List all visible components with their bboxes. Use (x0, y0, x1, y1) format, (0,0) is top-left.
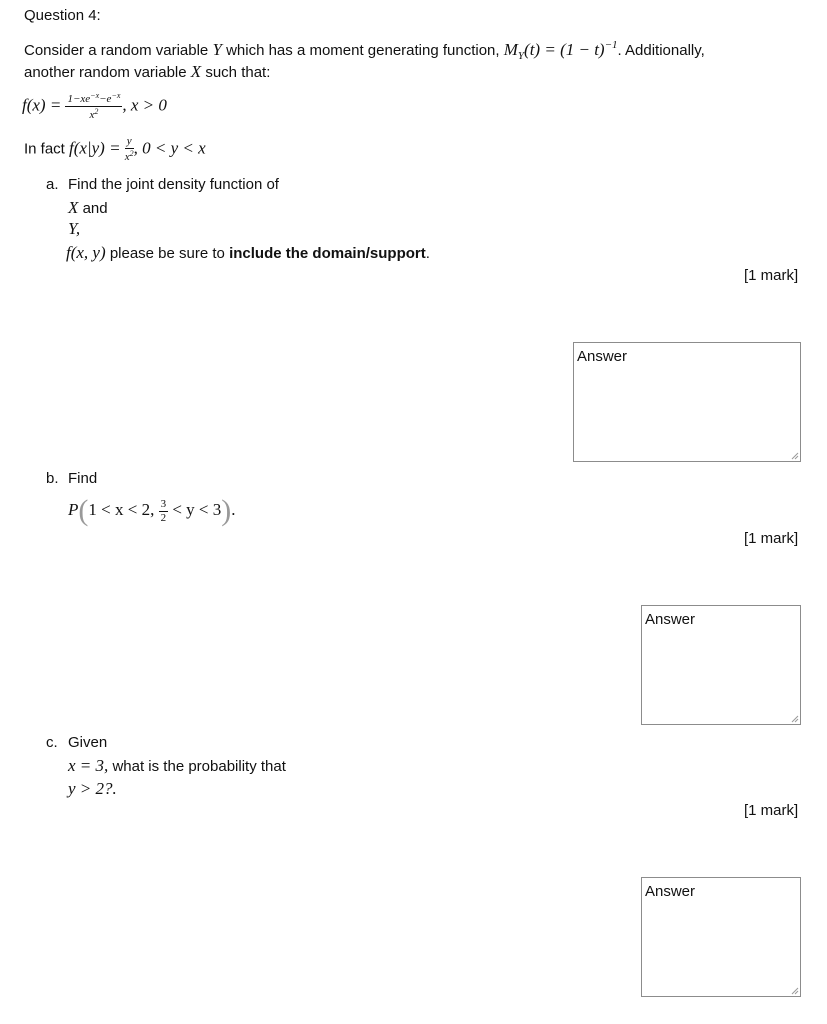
part-b-line1: Find (68, 470, 98, 487)
intro-line-2: another random variable X such that: (24, 62, 271, 81)
part-b-probability: P(1 < x < 2, $\frac{3}{2}$ < y < 3). (68, 494, 236, 527)
part-a-answer-input[interactable] (573, 342, 801, 462)
fx-formula: f(x) = $\frac{1-xe^{-x}-e^{-x}}{x^2}$ , x > 0 (22, 91, 167, 121)
part-c-mark: [1 mark] (744, 802, 799, 819)
question-title: Question 4: (24, 7, 101, 24)
resize-grip-icon[interactable] (789, 450, 799, 460)
part-c-line1: Given (68, 734, 108, 751)
part-c-line3: y > 2?. (68, 779, 117, 798)
mgf-expression: $M_Y(t) = (1 - t)^{-1}$ (503, 39, 618, 62)
conditional-density: In fact f(x|y) = $\frac{y}{x^2}$ , 0 < y < x (24, 135, 206, 163)
part-a-line1: Find the joint density function of (68, 176, 279, 193)
part-a-line4: f(x, y) please be sure to include the domain/support. (66, 243, 430, 262)
part-c-label: c. (46, 734, 58, 751)
part-c-answer-input[interactable] (641, 877, 801, 997)
answer-label: Answer (577, 348, 628, 365)
fx-fraction: $\frac{1-xe^{-x}-e^{-x}}{x^2}$ (67, 91, 121, 121)
cond-fraction: $\frac{y}{x^2}$ (124, 135, 134, 163)
part-c-line2: x = 3, what is the probability that (68, 756, 286, 775)
part-b-answer-input[interactable] (641, 605, 801, 725)
part-b-mark: [1 mark] (744, 530, 799, 547)
intro-line-1: Consider a random variable Y which has a moment generating function, $M_Y(t) = (1 - t)^{-1}$. Additionally, (24, 39, 705, 62)
part-a-line2: X and (68, 198, 108, 217)
var-x: X (190, 62, 202, 81)
part-a-mark: [1 mark] (744, 267, 799, 284)
part-a-label: a. (46, 176, 59, 193)
part-b-label: b. (46, 470, 59, 487)
answer-label: Answer (645, 883, 696, 900)
intro-text: Consider a random variable (24, 42, 213, 59)
answer-label: Answer (645, 611, 696, 628)
part-a-line3: Y, (68, 219, 81, 238)
var-y: Y (212, 40, 222, 59)
resize-grip-icon[interactable] (789, 713, 799, 723)
resize-grip-icon[interactable] (789, 985, 799, 995)
